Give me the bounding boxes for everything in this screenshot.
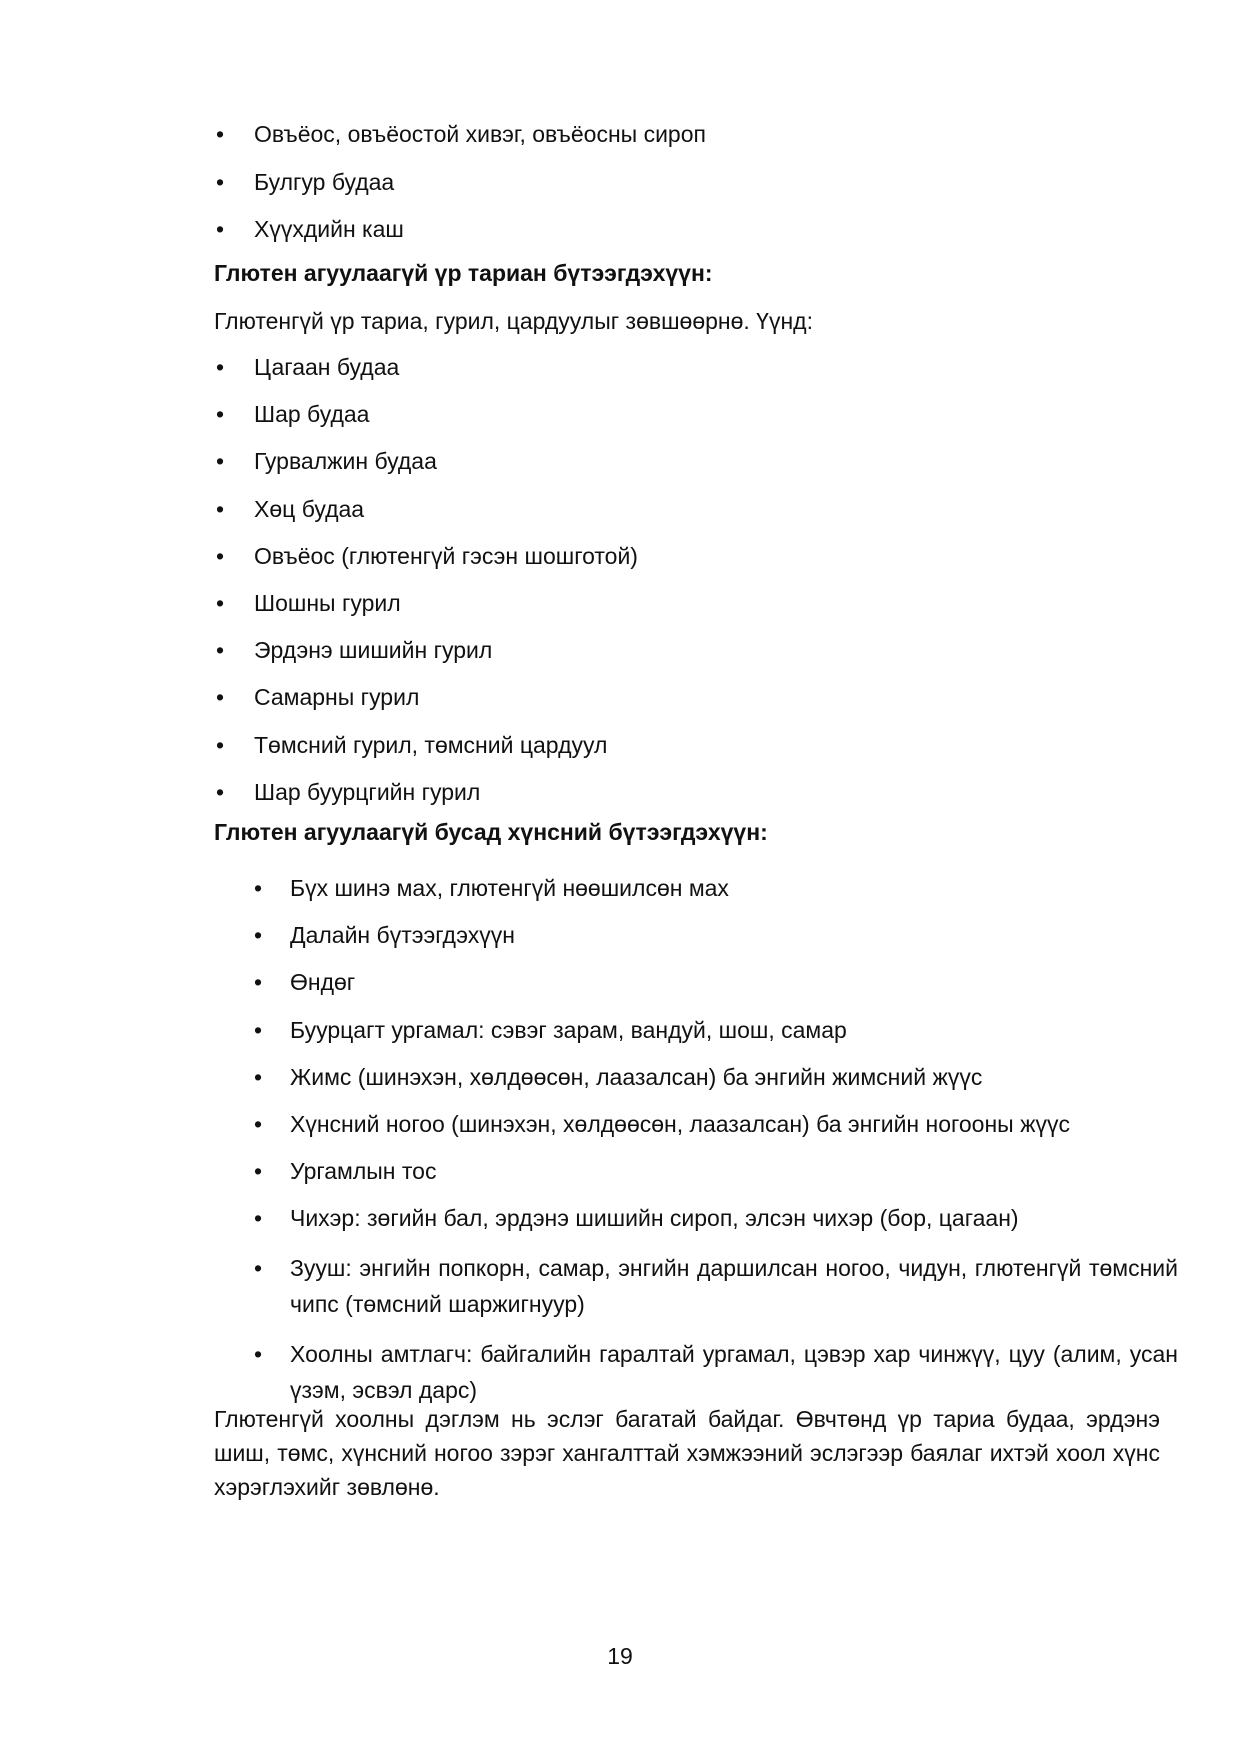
list-item-text: Шошны гурил: [254, 589, 401, 616]
section-heading-gluten-free-grains: Глютен агуулаагүй үр тариан бүтээгдэхүүн:: [214, 260, 713, 286]
bullet-icon: •: [254, 1016, 263, 1043]
bullet-icon: •: [254, 1340, 263, 1367]
bullet-icon: •: [216, 731, 225, 758]
list-item: [214, 213, 1174, 246]
list-item: [214, 681, 1174, 714]
list-item-text: Шар буурцгийн гурил: [254, 778, 481, 805]
list-item: [252, 1061, 1178, 1094]
bullet-icon: •: [254, 1063, 263, 1090]
list-item: [214, 729, 1174, 762]
bullet-icon: •: [216, 121, 225, 147]
list-item: [252, 872, 1178, 905]
list-item-text: Хүнсний ногоо (шинэхэн, хөлдөөсөн, лаазалсан) ба энгийн ногооны жүүс: [290, 1110, 1070, 1137]
bullet-icon: •: [216, 495, 225, 522]
intro-paragraph: Глютенгүй үр тариа, гурил, цардуулыг зөвшөөрнө. Үүнд:: [214, 308, 813, 334]
bullet-icon: •: [216, 542, 225, 569]
list-item-text: Буурцагт ургамал: сэвэг зарам, вандуй, шош, самар: [290, 1016, 847, 1043]
list-item: [252, 1202, 1178, 1235]
closing-paragraph: Глютенгүй хоолны дэглэм нь эслэг багатай байдаг. Өвчтөнд үр тариа будаа, эрдэнэ шиш, төмс, хүнсний ногоо зэрэг хангалттай хэмжээний эслэгээр баялаг ихтэй хоол хүнс хэрэглэхийг зөвлөнө.: [214, 1406, 1160, 1500]
gluten-free-grains-list: [214, 351, 1174, 823]
list-item: [214, 118, 1174, 151]
list-item: [252, 1108, 1178, 1141]
list-item: [214, 540, 1174, 573]
list-item-text: Далайн бүтээгдэхүүн: [290, 922, 515, 949]
bullet-icon: •: [254, 1205, 263, 1232]
list-item: [252, 1336, 1178, 1408]
bullet-icon: •: [254, 1158, 263, 1185]
bullet-icon: •: [216, 684, 225, 711]
list-item-text: Бүх шинэ мах, глютенгүй нөөшилсөн мах: [290, 875, 729, 901]
list-item: [252, 919, 1178, 952]
bullet-icon: •: [254, 875, 263, 901]
list-item-text: Гурвалжин будаа: [254, 448, 437, 475]
section-heading-other-gluten-free-foods: Глютен агуулаагүй бусад хүнсний бүтээгдэхүүн:: [214, 819, 768, 845]
list-item-text: Хоолны амтлагч: байгалийн гаралтай ургамал, цэвэр хар чинжүү, цуу (алим, усан үзэм, эсвэл дарс): [290, 1340, 1178, 1403]
list-item: [252, 1014, 1178, 1047]
bullet-icon: •: [254, 1110, 263, 1137]
list-item: [214, 351, 1174, 384]
page-number: 19: [607, 1643, 633, 1669]
list-item: [214, 166, 1174, 199]
bullet-icon: •: [254, 1254, 263, 1281]
list-item: [252, 1250, 1178, 1322]
list-item: [214, 634, 1174, 667]
bullet-icon: •: [216, 354, 225, 380]
bullet-icon: •: [254, 969, 263, 996]
other-gluten-free-foods-list: [252, 872, 1178, 1422]
list-item: [214, 398, 1174, 431]
bullet-icon: •: [216, 168, 225, 195]
bullet-icon: •: [254, 922, 263, 949]
list-item: [214, 776, 1174, 809]
list-item-text: Эрдэнэ шишийн гурил: [254, 637, 493, 664]
list-item: [214, 445, 1174, 478]
list-item-text: Өндөг: [290, 969, 356, 996]
bullet-icon: •: [216, 448, 225, 475]
list-item: [214, 493, 1174, 526]
list-item-text: Ургамлын тос: [290, 1158, 437, 1185]
list-item-text: Чихэр: зөгийн бал, эрдэнэ шишийн сироп, элсэн чихэр (бор, цагаан): [290, 1205, 1019, 1232]
list-item-text: Хүүхдийн каш: [254, 216, 404, 242]
bullet-icon: •: [216, 216, 225, 242]
bullet-icon: •: [216, 589, 225, 616]
list-item-text: Шар будаа: [254, 401, 370, 428]
list-item-text: Цагаан будаа: [254, 354, 400, 380]
list-item-text: Овъёос, овъёостой хивэг, овъёосны сироп: [254, 121, 706, 147]
list-item-text: Булгур будаа: [254, 168, 395, 195]
list-item-text: Овъёос (глютенгүй гэсэн шошготой): [254, 542, 638, 569]
list-item-text: Жимс (шинэхэн, хөлдөөсөн, лаазалсан) ба энгийн жимсний жүүс: [290, 1063, 983, 1090]
list-item: [252, 1155, 1178, 1188]
list-item-text: Төмсний гурил, төмсний цардуул: [254, 731, 608, 758]
list-item-text: Самарны гурил: [254, 684, 420, 711]
list-item: [214, 587, 1174, 620]
bullet-icon: •: [216, 637, 225, 664]
list-item-text: Зууш: энгийн попкорн, самар, энгийн даршилсан ногоо, чидун, глютенгүй төмсний чипс (төмсний шаржигнуур): [290, 1254, 1178, 1317]
list-item: [252, 966, 1178, 999]
bullet-icon: •: [216, 401, 225, 428]
bullet-icon: •: [216, 778, 225, 805]
restricted-grains-list: [214, 118, 1174, 261]
list-item-text: Хөц будаа: [254, 495, 365, 522]
